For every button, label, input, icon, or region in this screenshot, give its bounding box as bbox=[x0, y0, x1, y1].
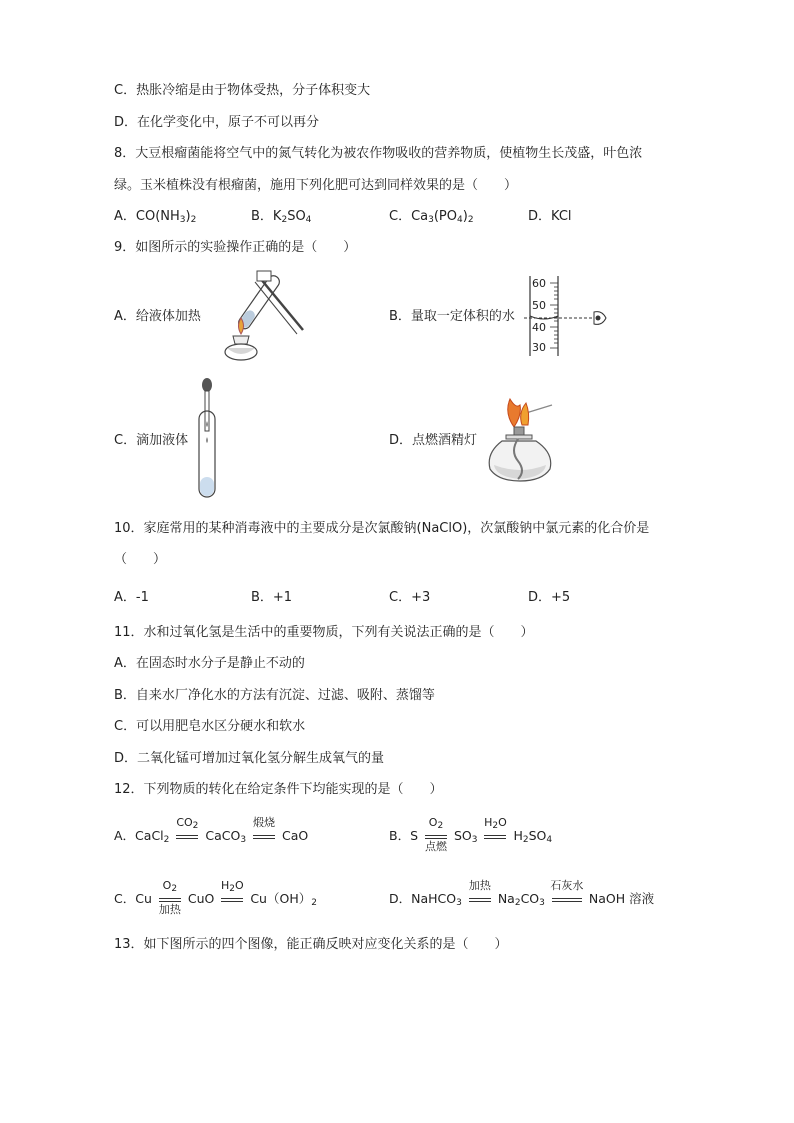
q7-option-c: C．热胀冷缩是由于物体受热，分子体积变大 bbox=[114, 83, 371, 98]
q9-option-a: A．给液体加热 bbox=[114, 309, 201, 324]
q10-option-a: A．-1 bbox=[114, 590, 149, 605]
q10-option-c: C．+3 bbox=[389, 590, 431, 605]
reaction-arrow: 加热 bbox=[467, 892, 493, 908]
q12-option-b: B．S $O_2$ 点燃 $SO_3$ $H_2O$ $H_2SO_4$ bbox=[389, 815, 553, 853]
q8-stem-line2: 绿。玉米植株没有根瘤菌，施用下列化肥可达到同样效果的是（ ） bbox=[114, 178, 518, 193]
reaction-arrow: $O_2$ 加热 bbox=[158, 878, 181, 916]
q8-option-a: A．$CO(NH_3)_2$ bbox=[114, 209, 197, 225]
cylinder-tick-30: 30 bbox=[532, 341, 546, 354]
dropper-figure bbox=[195, 377, 219, 501]
graduated-cylinder-figure bbox=[524, 272, 614, 360]
q9-option-c: C．滴加液体 bbox=[114, 433, 189, 448]
q9-option-d: D．点燃酒精灯 bbox=[389, 433, 478, 448]
q11-option-a: A．在固态时水分子是静止不动的 bbox=[114, 656, 305, 671]
reaction-arrow: 石灰水 bbox=[550, 892, 584, 908]
q11-option-c: C．可以用肥皂水区分硬水和软水 bbox=[114, 719, 306, 734]
q8-stem-line1: 8．大豆根瘤菌能将空气中的氮气转化为被农作物吸收的营养物质，使植物生长茂盛，叶色浓 bbox=[114, 146, 643, 161]
q10-stem-line1: 10．家庭常用的某种消毒液中的主要成分是次氯酸钠(NaClO)，次氯酸钠中氯元素的化合价是 bbox=[114, 521, 650, 536]
heating-liquid-figure bbox=[205, 268, 305, 363]
reaction-arrow: $H_2O$ bbox=[219, 892, 245, 908]
q12-stem: 12．下列物质的转化在给定条件下均能实现的是（ ） bbox=[114, 782, 443, 797]
q7-option-d: D．在化学变化中，原子不可以再分 bbox=[114, 115, 320, 130]
q10-stem-line2: （ ） bbox=[114, 552, 167, 567]
q8-option-b: B．$K_2SO_4$ bbox=[251, 209, 312, 225]
q12-option-d: D．NaHCO$_3$ 加热 $Na_2CO_3$ 石灰水 NaOH 溶液 bbox=[389, 878, 655, 908]
q12-option-c: C．Cu $O_2$ 加热 CuO $H_2O$ $Cu(OH)_2$ bbox=[114, 878, 317, 916]
q11-option-b: B．自来水厂净化水的方法有沉淀、过滤、吸附、蒸馏等 bbox=[114, 688, 435, 703]
q11-stem: 11．水和过氧化氢是生活中的重要物质，下列有关说法正确的是（ ） bbox=[114, 625, 534, 640]
cylinder-tick-60: 60 bbox=[532, 277, 546, 290]
reaction-arrow: $O_2$ 点燃 bbox=[425, 815, 447, 853]
reaction-arrow: 煅烧 bbox=[251, 829, 277, 845]
q10-option-d: D．+5 bbox=[528, 590, 571, 605]
q11-option-d: D．二氧化锰可增加过氧化氢分解生成氧气的量 bbox=[114, 751, 385, 766]
cylinder-tick-50: 50 bbox=[532, 299, 546, 312]
cylinder-tick-40: 40 bbox=[532, 321, 546, 334]
q9-stem: 9．如图所示的实验操作正确的是（ ） bbox=[114, 240, 357, 255]
q13-stem: 13．如下图所示的四个图像，能正确反映对应变化关系的是（ ） bbox=[114, 937, 508, 952]
reaction-arrow: $H_2O$ bbox=[482, 829, 508, 845]
alcohol-lamp-figure bbox=[480, 395, 560, 487]
q8-option-c: C．$Ca_3(PO_4)_2$ bbox=[389, 209, 474, 225]
q8-option-d: D．KCl bbox=[528, 209, 572, 224]
q12-option-a: A．CaCl$_2$ $CO_2$ CaCO$_3$ 煅烧 CaO bbox=[114, 815, 309, 845]
q9-option-b: B．量取一定体积的水 bbox=[389, 309, 515, 324]
reaction-arrow: $CO_2$ bbox=[174, 829, 200, 845]
q10-option-b: B．+1 bbox=[251, 590, 293, 605]
